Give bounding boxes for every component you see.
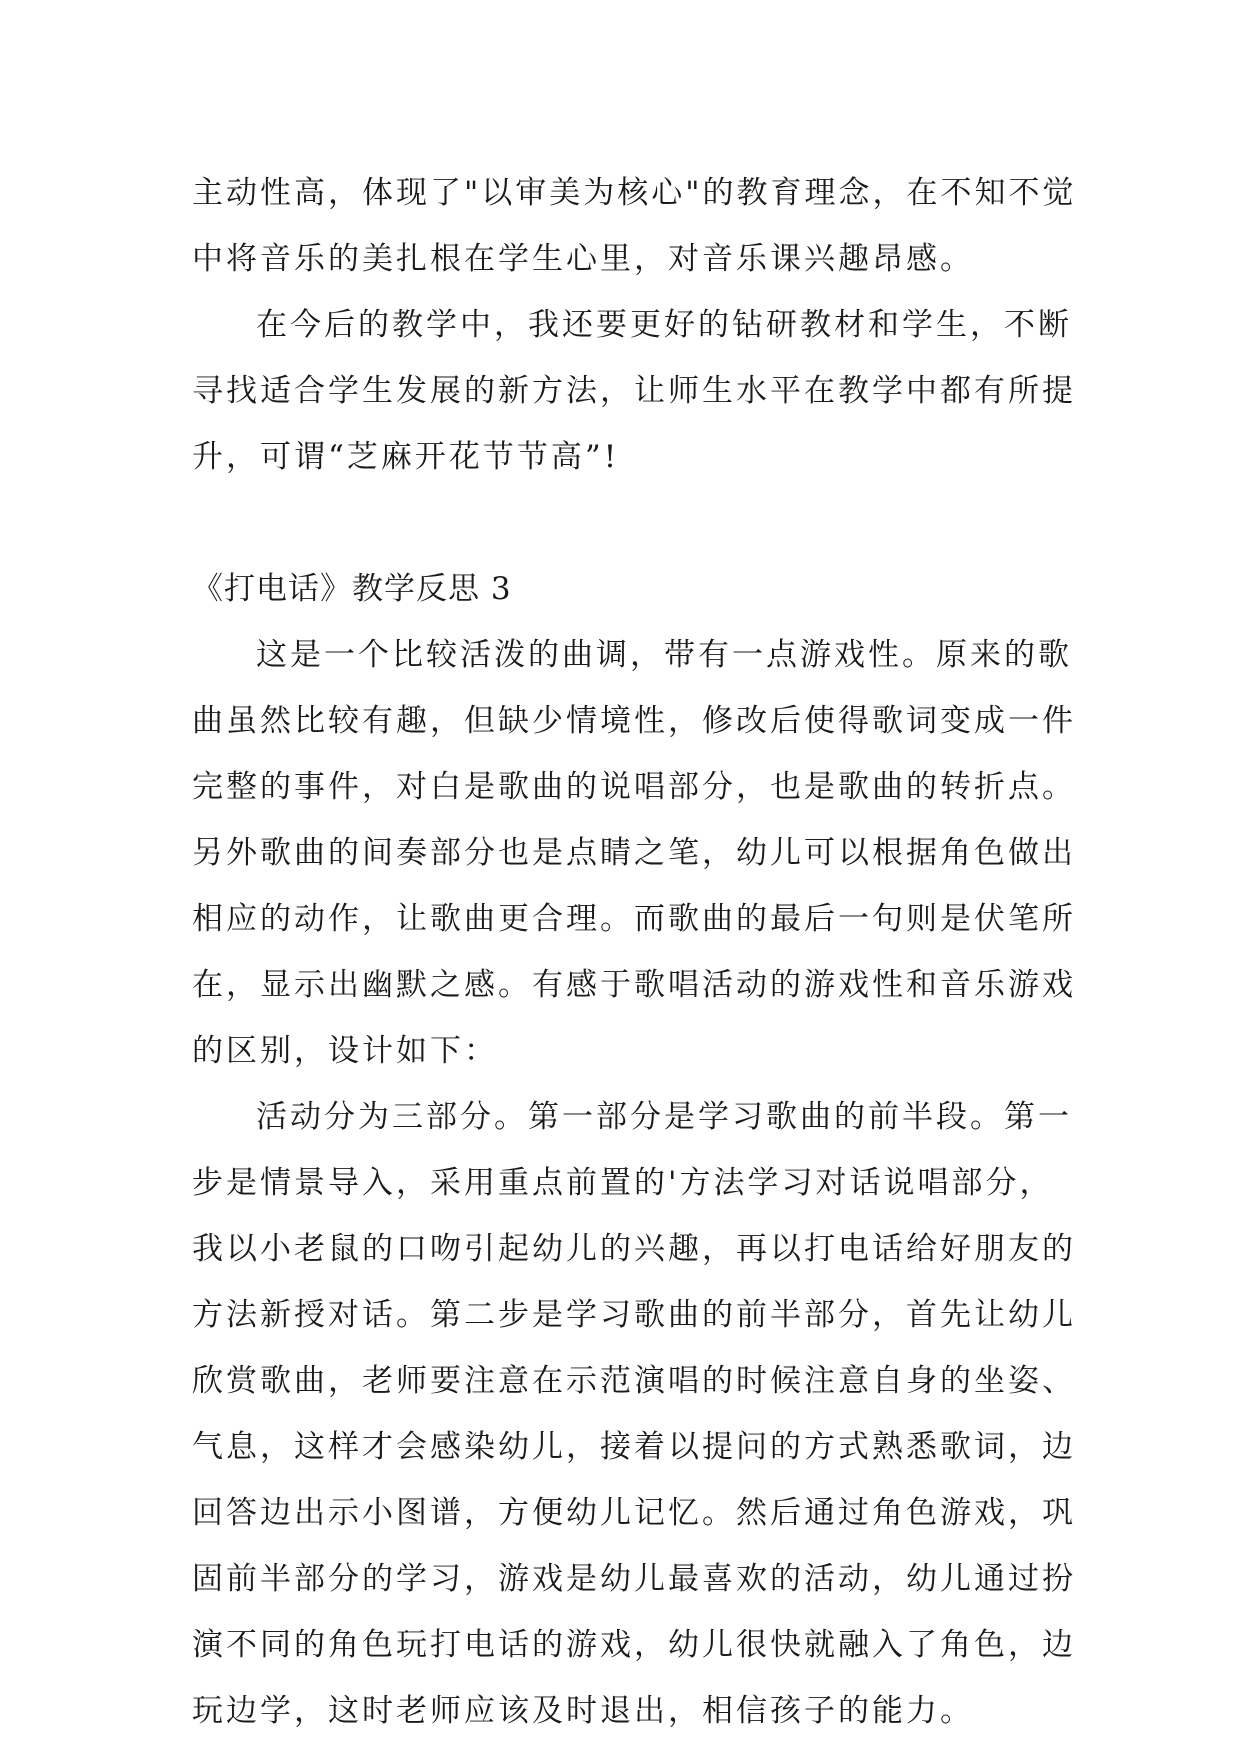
- text-line: 气息，这样才会感染幼儿，接着以提问的方式熟悉歌词，边: [192, 1429, 1076, 1465]
- text-line: 的区别，设计如下：: [192, 1033, 498, 1069]
- section-title: 《打电话》教学反思 3: [192, 571, 512, 607]
- text-line: 玩边学，这时老师应该及时退出，相信孩子的能力。: [192, 1693, 974, 1729]
- text-line: 寻找适合学生发展的新方法，让师生水平在教学中都有所提: [192, 373, 1076, 409]
- text-line: 中将音乐的美扎根在学生心里，对音乐课兴趣昂感。: [192, 241, 974, 277]
- text-line: 升，可谓“芝麻开花节节高”!: [192, 439, 620, 475]
- text-line: 相应的动作，让歌曲更合理。而歌曲的最后一句则是伏笔所: [192, 901, 1076, 937]
- text-line: 主动性高，体现了"以审美为核心"的教育理念，在不知不觉: [192, 175, 1077, 211]
- text-line: 欣赏歌曲，老师要注意在示范演唱的时候注意自身的坐姿、: [192, 1363, 1076, 1399]
- text-line: 活动分为三部分。第一部分是学习歌曲的前半段。第一: [256, 1099, 1072, 1135]
- text-line: 方法新授对话。第二步是学习歌曲的前半部分，首先让幼儿: [192, 1297, 1076, 1333]
- text-line: 演不同的角色玩打电话的游戏，幼儿很快就融入了角色，边: [192, 1627, 1076, 1663]
- document-page: [192, 160, 1077, 1744]
- text-line: 回答边出示小图谱，方便幼儿记忆。然后通过角色游戏，巩: [192, 1495, 1076, 1531]
- text-line: 固前半部分的学习，游戏是幼儿最喜欢的活动，幼儿通过扮: [192, 1561, 1076, 1597]
- closing-paragraph: [192, 292, 1076, 490]
- text-line: 步是情景导入，采用重点前置的'方法学习对话说唱部分，: [192, 1165, 1054, 1201]
- intro-paragraph: [192, 160, 1077, 292]
- paragraph-spacer: [192, 490, 1072, 556]
- text-line: 曲虽然比较有趣，但缺少情境性，修改后使得歌词变成一件: [192, 703, 1076, 739]
- body-paragraph-2: [192, 1084, 1076, 1744]
- text-line: 这是一个比较活泼的曲调，带有一点游戏性。原来的歌: [256, 637, 1072, 673]
- text-line: 另外歌曲的间奏部分也是点睛之笔，幼儿可以根据角色做出: [192, 835, 1076, 871]
- body-paragraph-1: [192, 622, 1076, 1084]
- text-line: 在今后的教学中，我还要更好的钻研教材和学生，不断: [256, 307, 1072, 343]
- text-line: 完整的事件，对白是歌曲的说唱部分，也是歌曲的转折点。: [192, 769, 1076, 805]
- text-line: 在，显示出幽默之感。有感于歌唱活动的游戏性和音乐游戏: [192, 967, 1076, 1003]
- text-line: 我以小老鼠的口吻引起幼儿的兴趣，再以打电话给好朋友的: [192, 1231, 1076, 1267]
